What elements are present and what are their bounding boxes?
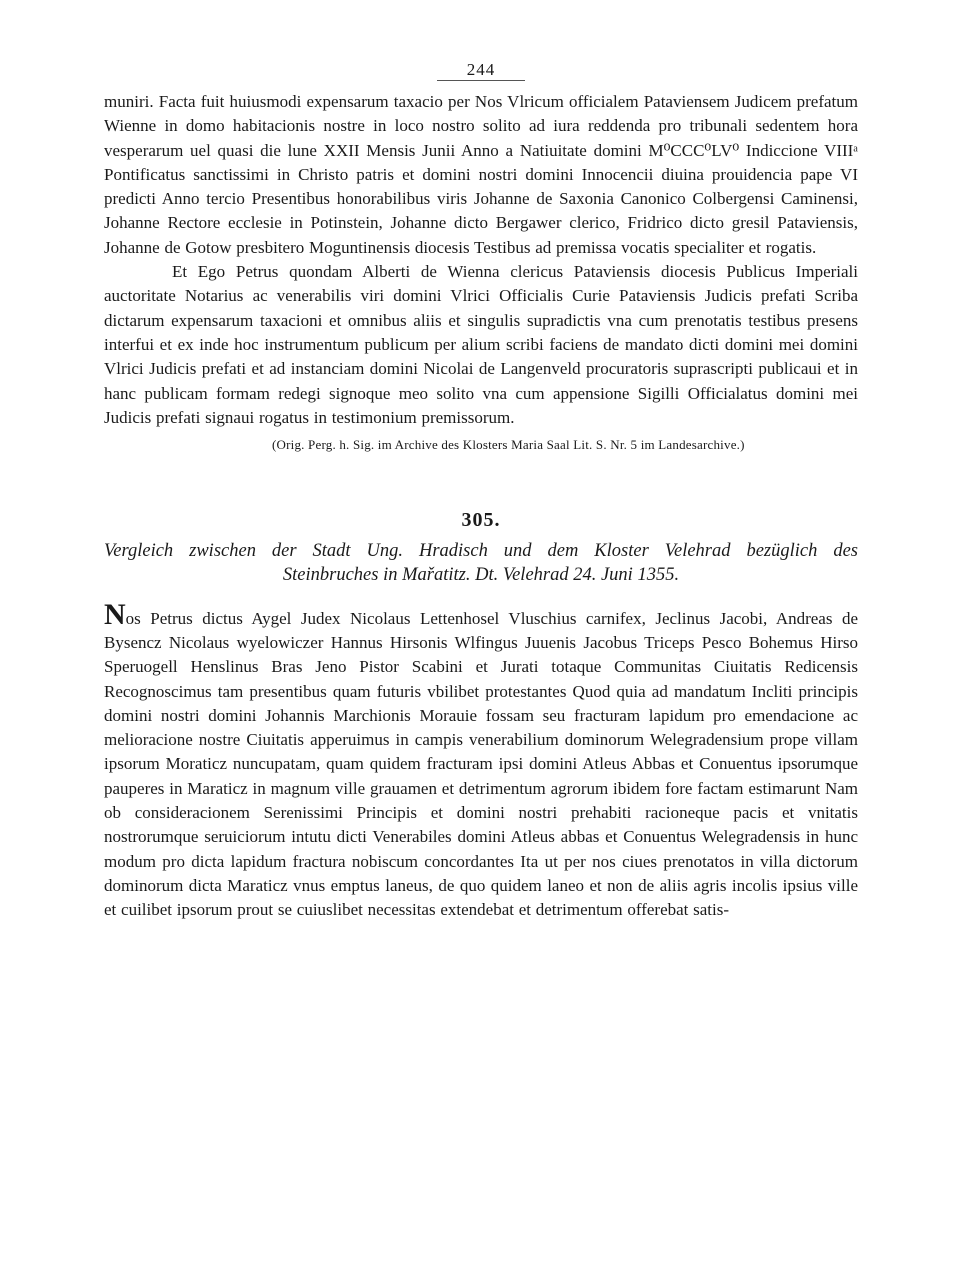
paragraph-charter [104,597,858,923]
drop-cap: N [104,597,126,631]
document-heading [104,539,858,587]
page-number: 244 [104,58,858,82]
paragraph-charter-text: os Petrus dictus Aygel Judex Nicolaus Lettenhosel Vluschius carnifex, Jeclinus Jacobi, Andreas de Bysencz Nicolaus wyelowiczer Hannus Hirsonis Wlfingus Juuenis Jacobus Triceps Pesco Bohemus Hirso Speruogell Henslinus Bras Jeno Pistor Scabini et Jurati totaque Communitas Ciuitatis Redicensis Recognoscimus tam presentibus quam futuris vbilibet protestantes Quod quia ad mandatum Incliti principis domini nostri domini Johannis Marchionis Morauie fossam seu fracturam lapidum pro emendacione ac melioracione nostre Ciuitatis apperuimus in campis venerabilium dominorum Welegradensium prope villam ipsorum Moraticz nuncupatam, quam quidem fracturam ipsi domini Atleus Abbas et Conuentus ipsorumque pauperes in Maraticz in magnum ville grauamen et detrimentum agrorum ibidem fore factam estimarunt Nam ob consideracionem Serenissimi Principis et domini nostri prehabiti racioneque pacis et vnitatis nostrorumque seruiciorum intutu dicti Venerabiles domini Atleus abbas et Conuentus Welegradensis in hunc modum pro dicta lapidum fractura nobiscum concordantes Ita ut per nos ciues prenotatos in villa dictorum dominorum dicta Maraticz vnus emptus laneus, de quo quidem laneo et non de aliis agris incolis ipsius ville et cuilibet ipsorum prout se cuiuslibet necessitas extendebat et detrimentum offerebat satis- [104,608,858,920]
page [104,58,858,923]
source-note: (Orig. Perg. h. Sig. im Archive des Klosters Maria Saal Lit. S. Nr. 5 im Landesarchive.) [272,437,745,453]
document-number: 305. [461,508,501,531]
paragraph-continuation: muniri. Facta fuit huiusmodi expensarum taxacio per Nos Vlricum officialem Pataviensem Judicem prefatum Wienne in domo habitacionis nostre in loco nostro solito ad iura reddenda pro tribunali sedentem hora vesperarum uel quasi die lune XXII Mensis Junii Anno a Natiuitate domini M⁰CCC⁰LV⁰ Indiccione VIIIᵃ Pontificatus sanctissimi in Christo patris et domini nostri domini Innocencii diuina prouidencia pape VI predicti Anno tercio Presentibus honorabilibus viris Johanne de Saxonia Canonico Colbergensi Caminensi, Johanne Rectore ecclesie in Potinstein, Johanne dicto Bergawer clerico, Fridrico dicto gresil Pataviensis, Johanne de Gotow presbitero Moguntinensis diocesis Testibus ad premissa vocatis specialiter et rogatis. [104,92,858,257]
paragraph-notary: Et Ego Petrus quondam Alberti de Wienna clericus Pataviensis diocesis Publicus Imperiali auctoritate Notarius ac venerabilis viri domini Vlrici Officialis Curie Pataviensis Judicis prefati Scriba dictarum expensarum taxacioni et omnibus aliis et singulis supradictis vna cum prenotatis testibus presens interfui et ex inde hoc instrumentum publicum per alium scribi faciens de mandato dicti domini mei domini Vlrici Judicis prefati et ad instanciam domini Nicolai de Langenveld procuratoris suprascripti publicaui et in hanc publicam formam redegi signoque meo solito vna cum appensione Sigilli Officialatus domini mei Judicis prefati signaui rogatus in testimonium premissorum. [104,262,858,427]
heading-line-1: Vergleich zwischen der Stadt Ung. Hradisch und dem Kloster Velehrad bezüglich des [104,540,858,561]
heading-line-2: Steinbruches in Mařatitz. Dt. Velehrad 24. Juni 1355. [282,564,680,585]
